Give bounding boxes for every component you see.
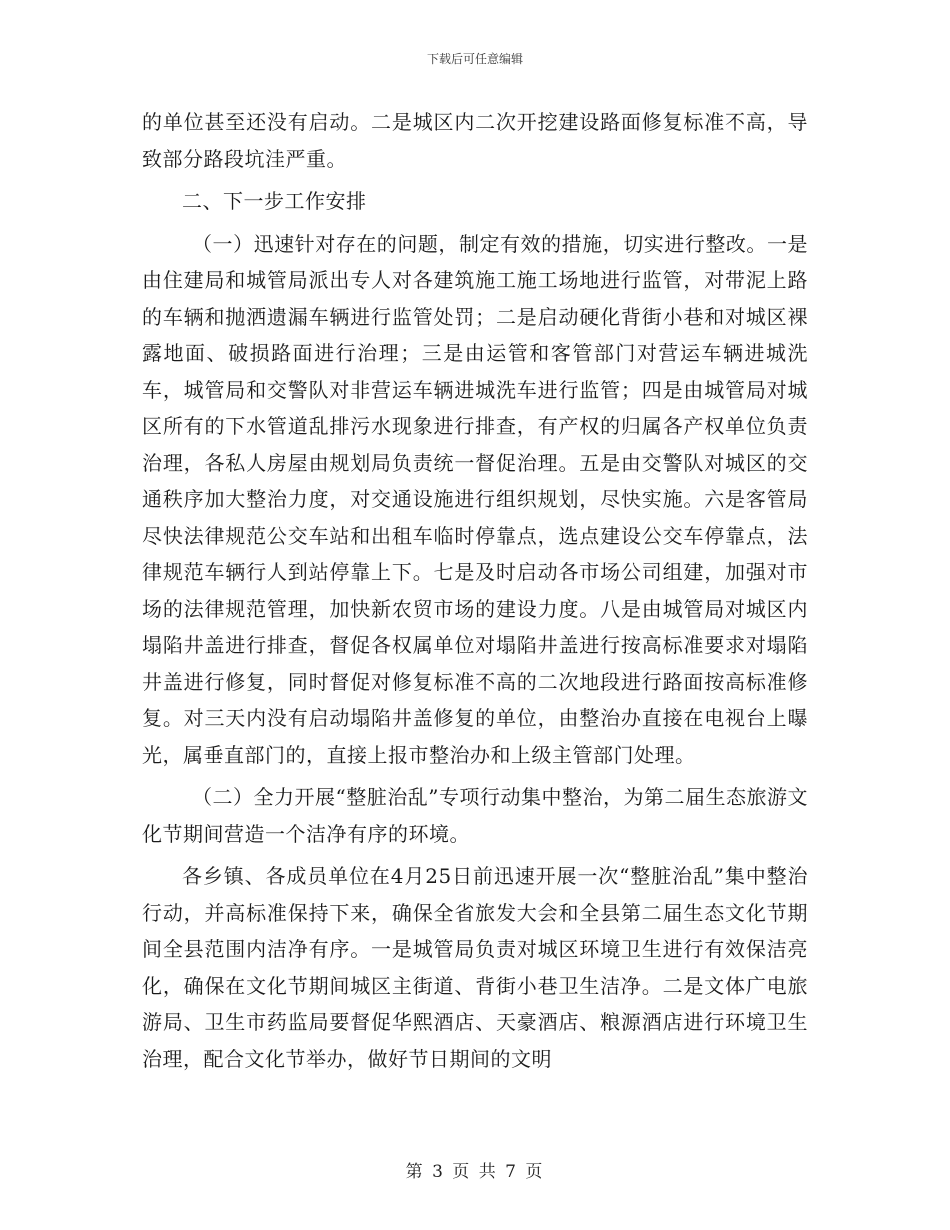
paragraph-item-one: （一）迅速针对存在的问题，制定有效的措施，切实进行整改。一是由住建局和城管局派出专人对各建筑施工施工场地进行监管，对带泥上路的车辆和抛洒遗漏车辆进行监管处罚；二是启动硬化背街小巷和对城区裸露地面、破损路面进行治理；三是由运管和客管部门对营运车辆进城洗车，城管局和交警队对非营运车辆进城洗车进行监管；四是由城管局对城区所有的下水管道乱排污水现象进行排查，有产权的归属各产权单位负责治理，各私人房屋由规划局负责统一督促治理。五是由交警队对城区的交通秩序加大整治力度，对交通设施进行组织规划，尽快实施。六是客管局尽快法律规范公交车站和出租车临时停靠点，选点建设公交车停靠点，法律规范车辆行人到站停靠上下。七是及时启动各市场公司组建，加强对市场的法律规范管理，加快新农贸市场的建设力度。八是由城管局对城区内塌陷井盖进行排查，督促各权属单位对塌陷井盖进行按高标准要求对塌陷井盖进行修复，同时督促对修复标准不高的二次地段进行路面按高标准修复。对三天内没有启动塌陷井盖修复的单位，由整治办直接在电视台上曝光，属垂直部门的，直接上报市整治办和上级主管部门处理。 [142, 231, 808, 767]
document-body [142, 104, 808, 1077]
paragraph-item-two: （二）全力开展“整脏治乱”专项行动集中整治，为第二届生态旅游文化节期间营造一个洁净有序的环境。 [142, 785, 808, 846]
paragraph-continuation: 的单位甚至还没有启动。二是城区内二次开挖建设路面修复标准不高，导致部分路段坑洼严重。 [142, 110, 808, 171]
paragraph-body: 各乡镇、各成员单位在4月25日前迅速开展一次“整脏治乱”集中整治行动，并高标准保持下来，确保全省旅发大会和全县第二届生态文化节期间全县范围内洁净有序。一是城管局负责对城区环境卫生进行有效保洁亮化，确保在文化节期间城区主街道、背街小巷卫生洁净。二是文体广电旅游局、卫生市药监局要督促华熙酒店、天豪酒店、粮源酒店进行环境卫生治理，配合文化节举办，做好节日期间的文明 [142, 864, 808, 1071]
page-footer: 第 3 页 共 7 页 [405, 1162, 545, 1182]
page-header: 下载后可任意编辑 [426, 52, 523, 66]
section-heading: 二、下一步工作安排 [182, 189, 367, 213]
